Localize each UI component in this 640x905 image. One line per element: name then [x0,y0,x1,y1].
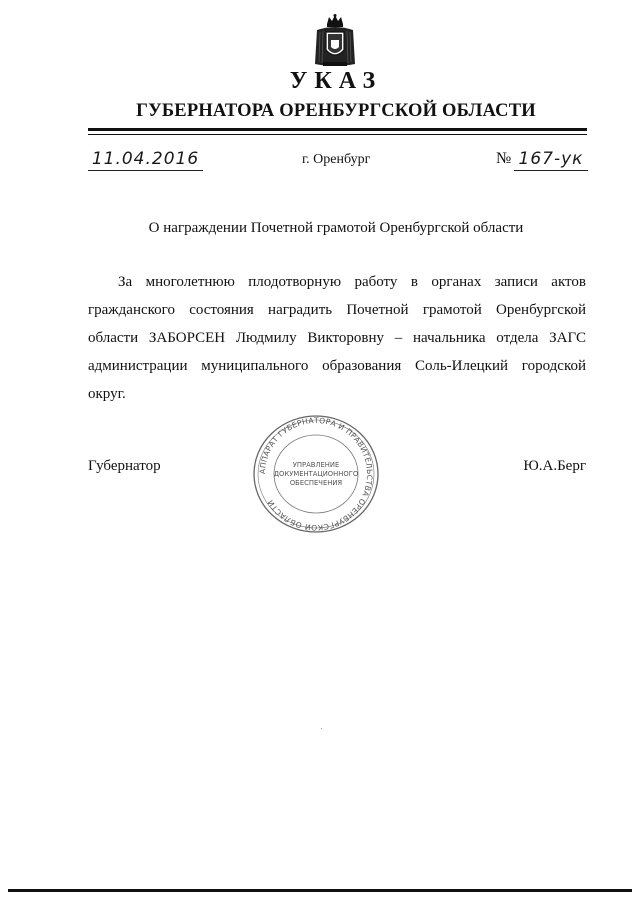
stamp-center-line-1: УПРАВЛЕНИЕ [292,461,340,469]
stamp-center-line-2: ДОКУМЕНТАЦИОННОГО [273,470,359,478]
coat-of-arms-icon [314,14,356,68]
stamp-ring-text: АППАРАТ ГУБЕРНАТОРА И ПРАВИТЕЛЬСТВА ОРЕНБУРГСКОЙ ОБЛАСТИ [257,415,375,533]
number-sign: № [496,150,512,167]
decree-body: За многолетнюю плодотворную работу в органах записи актов гражданского состояния наградить Почетной грамотой Оренбургской области ЗАБОРСЕН Людмилу Викторовну – начальника отдела ЗАГС администрации муниципального образования Соль-Илецкий городской округ. [88,274,586,402]
footer-divider [8,889,632,892]
decree-subject: О награждении Почетной грамотой Оренбургской области [148,220,524,236]
scan-speck [321,728,322,729]
decree-city: г. Оренбург [302,152,371,167]
issuer-heading: ГУБЕРНАТОРА ОРЕНБУРГСКОЙ ОБЛАСТИ [136,101,536,121]
official-stamp [248,411,384,537]
decree-date: 11.04.2016 [88,148,203,171]
header-divider-thick [88,128,587,131]
stamp-center-line-3: ОБЕСПЕЧЕНИЯ [289,479,343,487]
signer-name: Ю.А.Берг [523,458,586,474]
header-divider-thin [88,134,587,135]
decree-number: 167-ук [514,148,588,171]
signer-position: Губернатор [88,458,161,474]
document-type-heading: УКАЗ [289,68,383,94]
